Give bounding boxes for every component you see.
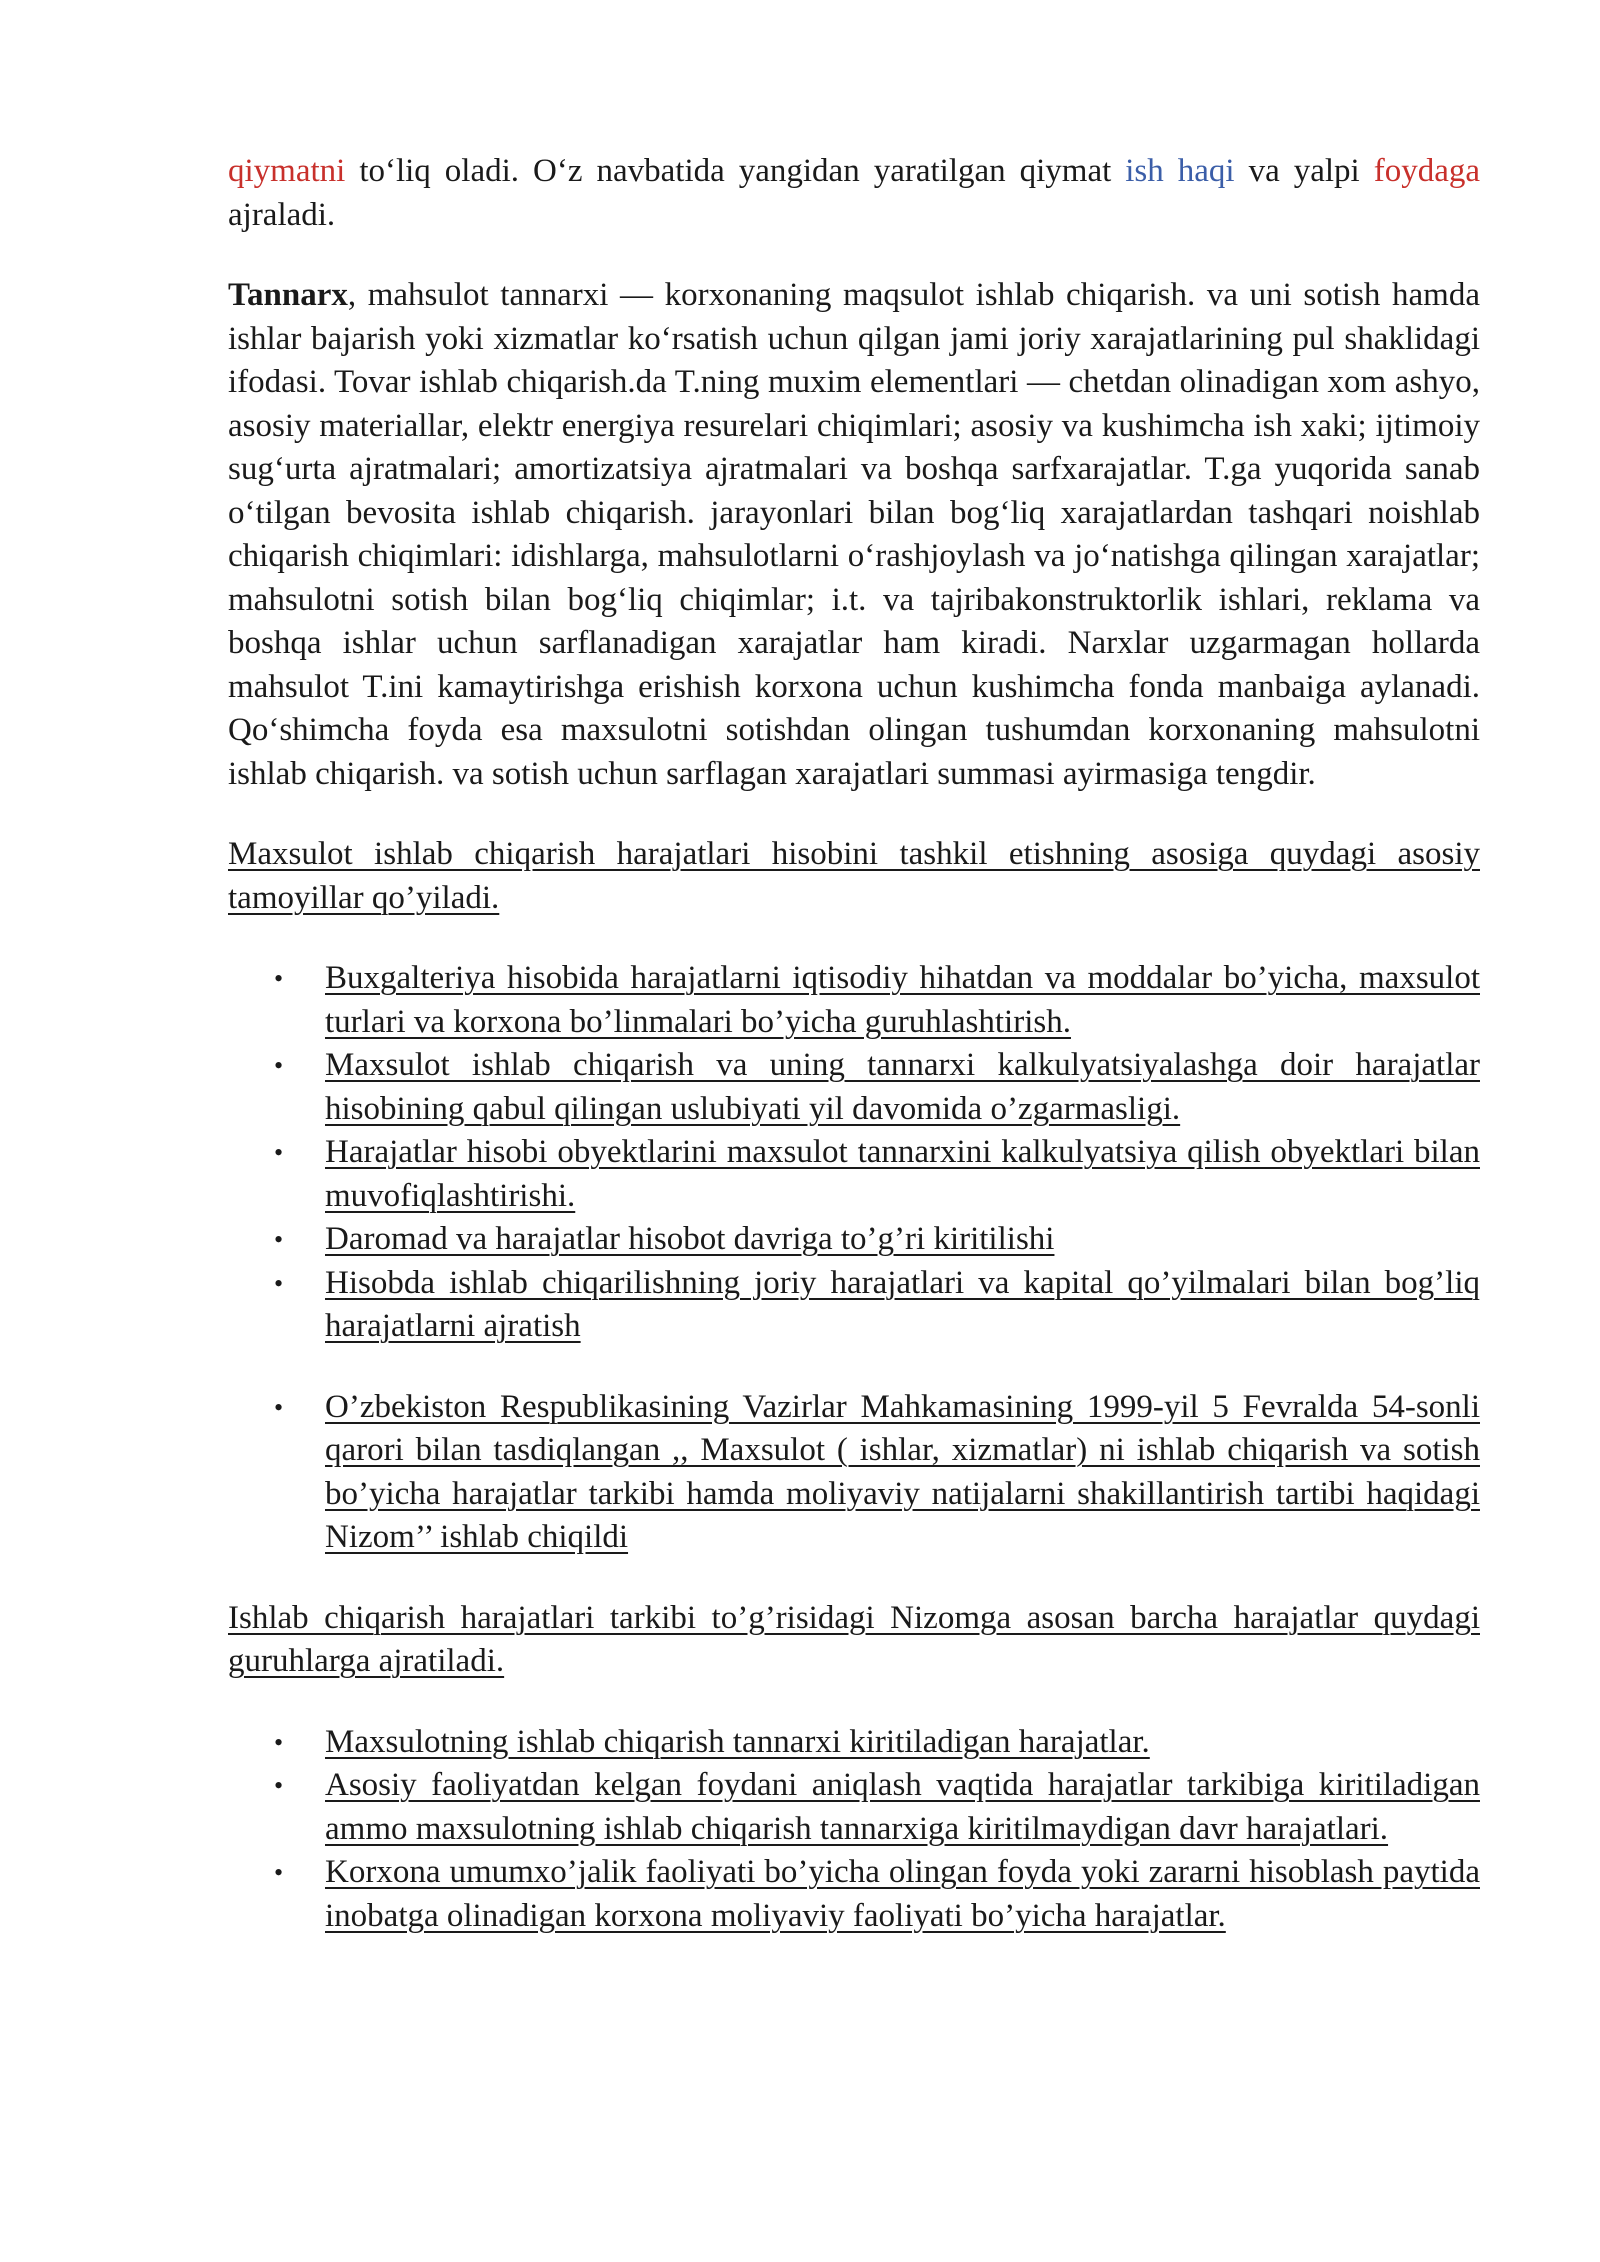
highlighted-word-foydaga: foydaga — [1373, 153, 1481, 189]
intro-paragraph — [228, 150, 1480, 237]
list-item: • Daromad va harajatlar hisobot davriga to’g’ri kiritilishi — [228, 1218, 1480, 1262]
definition-text: , mahsulot tannarxi — korxonaning maqsulot ishlab chiqarish. va uni sotish hamda ishlar bajarish yoki xizmatlar ko‘rsatish uchun qilgan jami joriy xarajatlarining pul shaklidagi ifodasi. Tovar ishlab chiqarish.da T.ning muxim elementlari — chetdan olinadigan xom ashyo, asosiy materiallar, elektr energiya resurelari chiqimlari; asosiy va kushimcha ish xaki; ijtimoiy sug‘urta ajratmalari; amortizatsiya ajratmalari va boshqa sarfxarajatlar. T.ga yuqorida sanab o‘tilgan bevosita ishlab chiqarish. jarayonlari bilan bog‘liq xarajatlardan tashqari noishlab chiqarish chiqimlari: idishlarga, mahsulotlarni o‘rashjoylash va jo‘natishga qilingan xarajatlar; mahsulotni sotish bilan bog‘liq chiqimlar; i.t. va tajribakonstruktorlik ishlari, reklama va boshqa ishlar uchun sarflanadigan xarajatlar ham kiradi. Narxlar uzgarmagan hollarda mahsulot T.ini kamaytirishga erishish korxona uchun kushimcha fonda manbaiga aylanadi. Qo‘shimcha foyda esa maxsulotni sotishdan olingan tushumdan korxonaning mahsulotni ishlab chiqarish. va sotish uchun sarflagan xarajatlari summasi ayirmasiga tengdir. — [228, 277, 1480, 792]
paragraph-text: ajraladi. — [228, 196, 336, 233]
list-item: • Maxsulot ishlab chiqarish va uning tannarxi kalkulyatsiyalashga doir harajatlar hisobining qabul qilingan uslubiyati yil davomida o’zgarmasligi. — [228, 1044, 1480, 1131]
bullet-icon: • — [274, 1727, 284, 1757]
bullet-icon: • — [274, 1771, 284, 1800]
paragraph-text: va yalpi — [1234, 153, 1374, 189]
tannarx-definition-paragraph — [228, 274, 1480, 796]
regulation-list — [228, 1386, 1480, 1560]
list-item: • Hisobda ishlab chiqarilishning joriy harajatlari va kapital qo’yilmalari bilan bog’liq harajatlarni ajratish — [228, 1262, 1480, 1349]
bullet-icon: • — [274, 1392, 284, 1422]
principles-list — [228, 957, 1480, 1349]
bullet-icon: • — [274, 1051, 284, 1080]
highlighted-word-ish: ish — [1125, 153, 1164, 189]
expense-groups-list — [228, 1721, 1480, 1939]
list-item: • Harajatlar hisobi obyektlarini maxsulot tannarxini kalkulyatsiya qilish obyektlari bilan muvofiqlashtirishi. — [228, 1131, 1480, 1218]
bullet-icon: • — [274, 1858, 284, 1887]
term-tannarx: Tannarx — [228, 277, 348, 313]
highlighted-word-qiymatni: qiymatni — [228, 153, 346, 189]
highlighted-word-haqi: haqi — [1177, 153, 1235, 189]
paragraph-text: to‘liq oladi. O‘z navbatida yangidan yaratilgan qiymat — [345, 153, 1126, 189]
bullet-icon: • — [274, 964, 284, 993]
principles-heading: Maxsulot ishlab chiqarish harajatlari hisobini tashkil etishning asosiga quydagi asosiy tamoyillar qo’yiladi. — [228, 836, 1480, 916]
list-item: • Maxsulotning ishlab chiqarish tannarxi kiritiladigan harajatlar. — [228, 1721, 1480, 1765]
document-page — [228, 150, 1480, 1938]
groups-heading: Ishlab chiqarish harajatlari tarkibi to’g’risidagi Nizomga asosan barcha harajatlar quydagi guruhlarga ajratiladi. — [228, 1599, 1480, 1679]
bullet-icon: • — [274, 1225, 284, 1254]
list-item: • Asosiy faoliyatdan kelgan foydani aniqlash vaqtida harajatlar tarkibiga kiritiladigan ammo maxsulotning ishlab chiqarish tannarxiga kiritilmaydigan davr harajatlari. — [228, 1764, 1480, 1851]
list-item: • Buxgalteriya hisobida harajatlarni iqtisodiy hihatdan va moddalar bo’yicha, maxsulot turlari va korxona bo’linmalari bo’yicha guruhlashtirish. — [228, 957, 1480, 1044]
list-item: • Korxona umumxo’jalik faoliyati bo’yicha olingan foyda yoki zararni hisoblash paytida inobatga olinadigan korxona moliyaviy faoliyati bo’yicha harajatlar. — [228, 1851, 1480, 1938]
bullet-icon: • — [274, 1268, 284, 1298]
bullet-icon: • — [274, 1138, 284, 1167]
list-item: • O’zbekiston Respublikasining Vazirlar Mahkamasining 1999-yil 5 Fevralda 54-sonli qarori bilan tasdiqlangan ,, Maxsulot ( ishlar, xizmatlar) ni ishlab chiqarish va sotish bo’yicha harajatlar tarkibi hamda moliyaviy natijalarni shakillantirish tartibi haqidagi Nizom’’ ishlab chiqildi — [228, 1386, 1480, 1560]
